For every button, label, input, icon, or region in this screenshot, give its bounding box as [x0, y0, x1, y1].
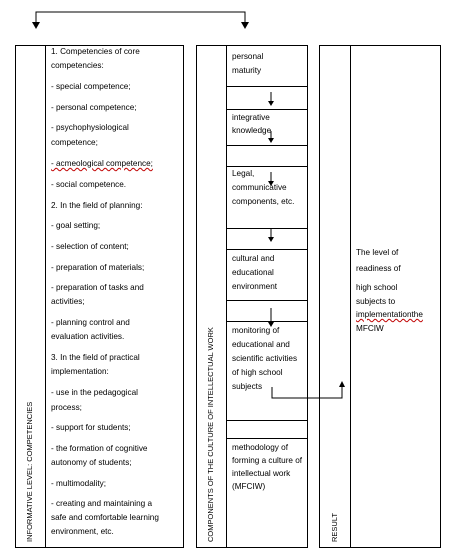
competency-line: - personal competence;	[51, 103, 137, 112]
competency-line: - social competence.	[51, 180, 127, 189]
competency-line: - support for students;	[51, 423, 131, 432]
top-left-arrowhead	[32, 22, 40, 29]
component-divider	[226, 300, 308, 301]
result-line: MFCIW	[356, 324, 384, 333]
competency-line: - preparation of materials;	[51, 263, 145, 272]
competency-line: - special competence;	[51, 82, 131, 91]
competency-line-text: - acmeological competence;	[51, 159, 153, 168]
component-divider	[226, 109, 308, 110]
competency-line: safe and comfortable learning	[51, 513, 159, 522]
competency-line: - use in the pedagogical	[51, 388, 138, 397]
component-monitoring: monitoring of educational and scientific activities of high school subjects	[232, 326, 298, 391]
result-line: subjects to	[356, 297, 396, 306]
competency-line: autonomy of students;	[51, 458, 132, 467]
competency-line: - goal setting;	[51, 221, 101, 230]
competency-line: - psychophysiological	[51, 123, 129, 132]
top-bracket-arrow	[36, 12, 245, 24]
competency-line: - multimodality;	[51, 479, 107, 488]
competency-line: 3. In the field of practical	[51, 353, 140, 362]
component-integrative-knowledge: integrative knowledge	[232, 113, 272, 135]
competency-line: - preparation of tasks and	[51, 283, 144, 292]
component-divider	[226, 145, 308, 146]
component-divider	[226, 438, 308, 439]
competency-line: competencies:	[51, 61, 104, 70]
result-label-box	[319, 45, 351, 548]
component-divider	[226, 321, 308, 322]
component-cultural-environment: cultural and educational environment	[232, 254, 278, 291]
result-line: The level of	[356, 248, 399, 257]
result-line: readiness of	[356, 264, 401, 273]
result-line	[356, 309, 423, 320]
informative-level-label: INFORMATIVE LEVEL: COMPETENCIES	[25, 401, 34, 542]
component-divider	[226, 86, 308, 87]
component-methodology-mfciw: methodology of forming a culture of intellectual work (MFCIW)	[232, 443, 303, 491]
competency-line: - planning control and	[51, 318, 130, 327]
result-line: high school	[356, 283, 398, 292]
top-right-arrowhead	[241, 22, 249, 29]
competency-line	[51, 158, 153, 169]
competency-line: environment, etc.	[51, 527, 114, 536]
competency-line: 2. In the field of planning:	[51, 201, 143, 210]
component-legal-communicative: Legal, communicative components, etc.	[232, 169, 295, 206]
competency-line: activities;	[51, 297, 85, 306]
competency-line: - selection of content;	[51, 242, 129, 251]
competency-line: process;	[51, 403, 82, 412]
component-personal-maturity: personal maturity	[232, 52, 264, 75]
competency-line: - creating and maintaining a	[51, 499, 153, 508]
competency-line: - the formation of cognitive	[51, 444, 148, 453]
components-label: COMPONENTS OF THE CULTURE OF INTELLECTUAL WORK	[206, 327, 215, 542]
result-label: RESULT	[330, 512, 339, 542]
competency-line: 1. Competencies of core	[51, 47, 140, 56]
component-divider	[226, 249, 308, 250]
competency-line: evaluation activities.	[51, 332, 125, 341]
component-divider	[226, 228, 308, 229]
competency-line: competence;	[51, 138, 98, 147]
component-divider	[226, 420, 308, 421]
result-line-text: implementationthe	[356, 310, 423, 319]
competency-line: implementation:	[51, 367, 109, 376]
